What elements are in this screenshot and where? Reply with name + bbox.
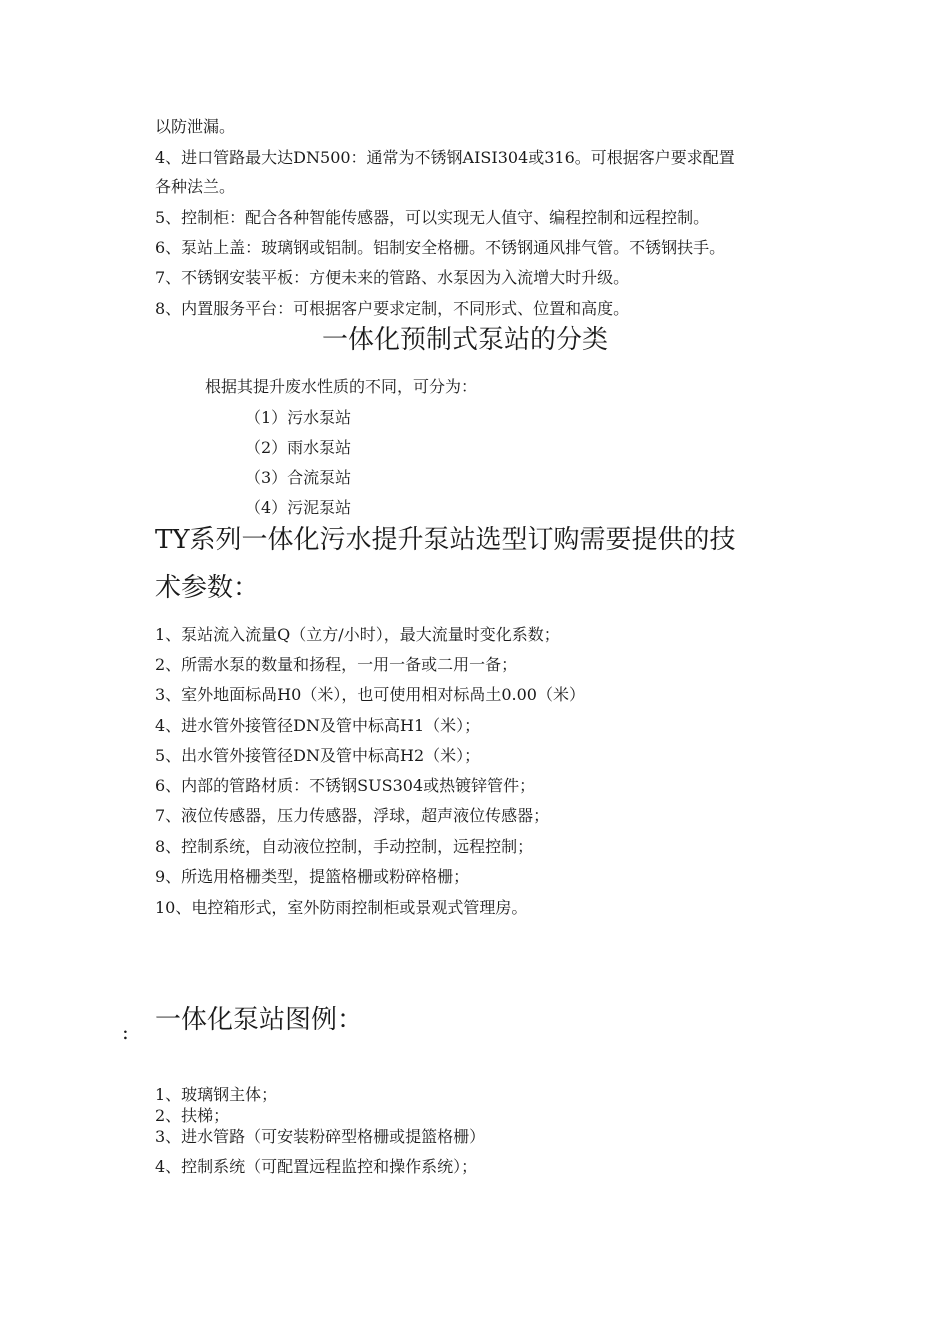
paragraph-line: 8、内置服务平台：可根据客户要求定制，不同形式、位置和高度。 <box>155 299 630 318</box>
list-item: 10、电控箱形式，室外防雨控制柜或景观式管理房。 <box>155 898 528 917</box>
section-heading: TY系列一体化污水提升泵站选型订购需要提供的技 <box>155 525 736 555</box>
list-item: （1）污水泵站 <box>245 408 352 427</box>
list-item: 8、控制系统，自动液位控制，手动控制，远程控制； <box>155 837 534 856</box>
section-heading: 一体化预制式泵站的分类 <box>321 325 608 355</box>
stray-mark: : <box>122 1020 129 1044</box>
list-item: 6、内部的管路材质：不锈钢SUS304或热镀锌管件； <box>155 776 536 795</box>
list-item: 2、扶梯； <box>155 1106 230 1125</box>
paragraph-line: 6、泵站上盖：玻璃钢或铝制。铝制安全格栅。不锈钢通风排气管。不锈钢扶手。 <box>155 238 726 257</box>
list-item: 3、进水管路（可安装粉碎型格栅或提篮格栅） <box>155 1127 486 1146</box>
paragraph-line: 7、不锈钢安装平板：方便未来的管路、水泵因为入流增大时升级。 <box>155 268 630 287</box>
list-item: （4）污泥泵站 <box>245 498 352 517</box>
list-item: （3）合流泵站 <box>245 468 352 487</box>
paragraph-line: 4、进口管路最大达DN500：通常为不锈钢AISI304或316。可根据客户要求配置 <box>155 148 735 167</box>
paragraph-line: 以防泄漏。 <box>155 117 236 136</box>
list-item: 4、进水管外接管径DN及管中标高H1（米）； <box>155 716 481 735</box>
list-item: 9、所选用格栅类型，提篮格栅或粉碎格栅； <box>155 867 470 886</box>
paragraph-line: 各种法兰。 <box>155 177 236 196</box>
section-heading: 一体化泵站图例： <box>155 1005 364 1035</box>
section-heading-continued: 术参数： <box>155 573 260 603</box>
list-item: 1、泵站流入流量Q（立方/小时），最大流量时变化系数； <box>155 625 560 644</box>
list-item: 4、控制系统（可配置远程监控和操作系统）； <box>155 1157 478 1176</box>
list-item: 3、室外地面标咼H0（米），也可使用相对标咼土0.00（米） <box>155 685 585 704</box>
list-item: 1、玻璃钢主体； <box>155 1085 278 1104</box>
list-item: 5、出水管外接管径DN及管中标高H2（米）； <box>155 746 481 765</box>
section-intro: 根据其提升废水性质的不同，可分为： <box>205 377 478 396</box>
list-item: 7、液位传感器，压力传感器，浮球，超声液位传感器； <box>155 806 550 825</box>
paragraph-line: 5、控制柜：配合各种智能传感器，可以实现无人值守、编程控制和远程控制。 <box>155 208 710 227</box>
list-item: （2）雨水泵站 <box>245 438 352 457</box>
list-item: 2、所需水泵的数量和扬程，一用一备或二用一备； <box>155 655 518 674</box>
